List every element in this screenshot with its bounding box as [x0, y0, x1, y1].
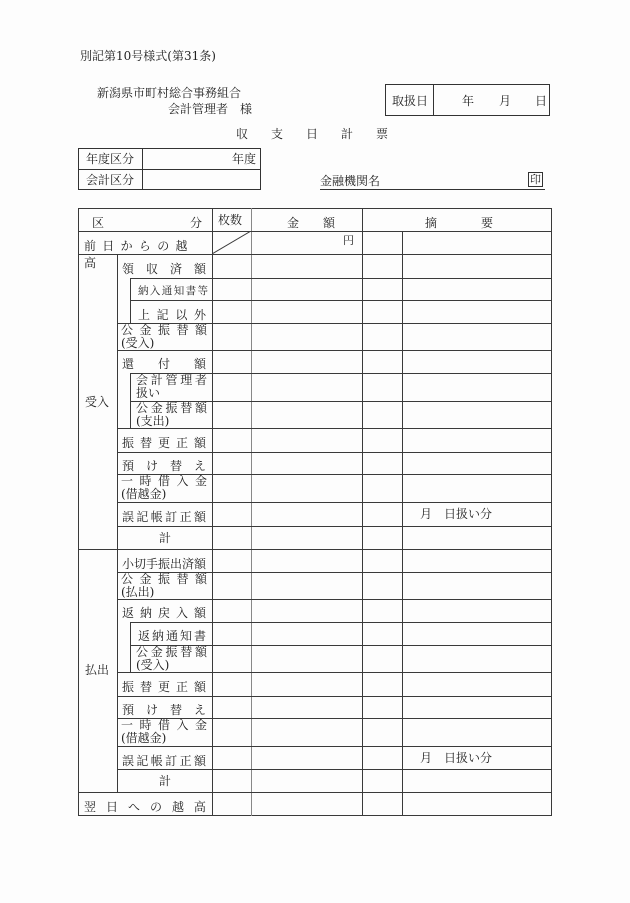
row-divider [117, 769, 552, 770]
carry-in-amount-field[interactable] [252, 232, 362, 254]
row-label-refund: 還 付 額 [122, 357, 206, 371]
row-divider [117, 599, 552, 600]
row-divider [117, 696, 552, 697]
sub-label: (受入) [121, 335, 155, 350]
row-label-transfer-in: 公 金 振 替 額 (受入) [121, 323, 207, 350]
sub-label: (借越金) [121, 730, 167, 745]
row-label-transfer-correction: 振 替 更 正 額 [122, 680, 206, 694]
row-divider [117, 746, 552, 747]
indent-divider [130, 622, 131, 672]
carry-out-count-field[interactable] [213, 793, 251, 815]
row-divider [117, 350, 552, 351]
row-divider [130, 300, 552, 301]
yen-unit: 円 [343, 234, 354, 247]
row-label-returns: 返 納 戻 入 額 [122, 606, 206, 620]
handled-date-note: 月 日扱い分 [420, 751, 493, 765]
row-label-transfer-correction: 振 替 更 正 額 [122, 436, 206, 450]
sub-label: (借越金) [121, 486, 167, 501]
header-text: 要 [480, 216, 493, 230]
row-label-transfer-payout: 公 金 振 替 額 (払出) [121, 572, 207, 599]
sub-label: (支出) [136, 413, 170, 428]
handling-date-box [385, 84, 550, 116]
group-divider [117, 254, 118, 792]
seal-icon: 印 [530, 173, 541, 186]
sub-label: 扱い [136, 385, 161, 400]
fiscal-year-label: 年度区分 [86, 152, 135, 166]
handling-date-label: 取扱日 [392, 94, 429, 108]
header-count: 枚数 [218, 213, 243, 227]
carry-out-amount-field[interactable] [252, 793, 362, 815]
fiscal-year-field[interactable] [143, 149, 260, 169]
row-label-transfer-out: 公 金 振 替 額 (支出) [136, 401, 207, 428]
carry-out-summary-field[interactable] [403, 793, 551, 815]
title-char: 日 [305, 127, 318, 141]
account-class-field[interactable] [143, 170, 260, 189]
row-label-payment-notice: 納入通知書等 [138, 285, 210, 297]
row-label-receipt-collected: 領 収 済 額 [122, 262, 206, 276]
main-table [78, 208, 552, 816]
row-divider [78, 549, 552, 550]
receipts-group-label: 受入 [85, 395, 110, 409]
addressee-title: 会計管理者 様 [168, 102, 253, 116]
row-label-treasurer: 会 計 管 理 者 扱い [136, 373, 207, 400]
header-category [92, 214, 202, 231]
row-label-redeposit: 預 け 替 え [122, 459, 206, 473]
payments-total-label: 計 [159, 774, 172, 788]
header-text: 摘 [425, 216, 438, 230]
header-summary [425, 214, 493, 231]
row-label-temporary-loan: 一 時 借 入 金 (借越金) [121, 718, 207, 745]
carry-in-label: 前日からの越高 [84, 239, 194, 270]
row-label-other: 上 記 以 外 [138, 308, 206, 322]
sub-label: (払出) [121, 584, 155, 599]
row-label-return-notice: 返 納 通 知 書 [138, 629, 206, 643]
page-title [236, 125, 388, 142]
row-divider [117, 428, 552, 429]
col-divider [402, 231, 403, 816]
header-text: 分 [189, 216, 202, 230]
row-label-error-correction: 誤 記 帳 訂 正 額 [122, 754, 206, 768]
receipts-total-label: 計 [159, 531, 172, 545]
year-unit: 年 [462, 94, 475, 108]
addressee-org: 新潟県市町村総合事務組合 [97, 86, 242, 100]
row-divider [130, 278, 552, 279]
row-label-checks-issued: 小切手振出済額 [122, 557, 207, 571]
carry-out-label: 翌 日 へ の 越 高 [84, 800, 206, 814]
title-char: 支 [270, 127, 283, 141]
account-class-label: 会計区分 [86, 173, 135, 187]
row-divider [117, 452, 552, 453]
sub-label: (受入) [136, 657, 170, 672]
row-label-temporary-loan: 一 時 借 入 金 (借越金) [121, 474, 207, 501]
bank-name-label: 金融機関名 [320, 174, 381, 188]
diagonal-slash [212, 231, 252, 255]
row-divider [117, 502, 552, 503]
row-divider [117, 672, 552, 673]
handling-date-field[interactable] [434, 85, 549, 115]
row-label-redeposit: 預 け 替 え [122, 703, 206, 717]
day-unit: 日 [535, 94, 548, 108]
row-divider [117, 526, 552, 527]
form-id: 別記第10号様式(第31条) [80, 49, 216, 63]
header-text: 金 [287, 216, 300, 230]
bank-name-field[interactable] [320, 172, 545, 190]
title-char: 計 [340, 127, 353, 141]
info-table [78, 148, 261, 190]
fiscal-year-suffix: 年度 [231, 152, 256, 166]
carry-in-summary-field[interactable] [403, 232, 551, 254]
header-text: 額 [322, 216, 335, 230]
header-text: 区 [92, 216, 105, 230]
header-amount [287, 214, 335, 231]
title-char: 収 [236, 127, 249, 141]
handled-date-note: 月 日扱い分 [420, 507, 493, 521]
row-divider [130, 622, 552, 623]
row-label-transfer-receipt: 公 金 振 替 額 (受入) [136, 645, 207, 672]
row-label-error-correction: 誤 記 帳 訂 正 額 [122, 510, 206, 524]
month-unit: 月 [499, 94, 512, 108]
title-char: 票 [375, 127, 388, 141]
payments-group-label: 払出 [85, 663, 110, 677]
